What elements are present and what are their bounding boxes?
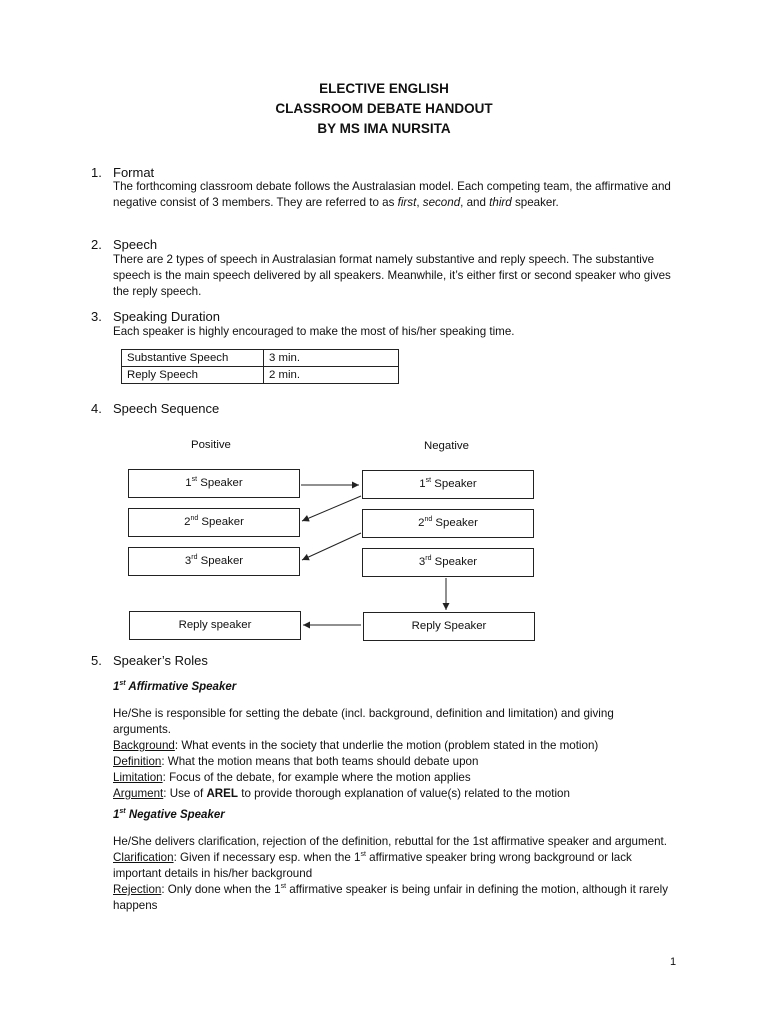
term-argument: Argument	[113, 787, 164, 800]
ordinal-suffix: st	[191, 476, 198, 484]
term-desc: : Given if necessary esp. when the 1	[173, 851, 361, 864]
term-desc: : Use of	[163, 787, 207, 800]
term-definition: Definition	[113, 755, 162, 768]
table-cell: 2 min.	[264, 367, 399, 384]
term-desc: affirmative speaker bring wrong background or lack important details in his/her background	[113, 851, 632, 880]
box-label: Speaker	[197, 555, 244, 567]
heading-text: Affirmative Speaker	[125, 681, 237, 693]
ordinal-suffix: rd	[425, 555, 432, 563]
positive-speaker-1-box	[128, 469, 300, 498]
term-background: Background	[113, 739, 175, 752]
page-number: 1	[670, 956, 677, 968]
section-number: 3.	[91, 309, 102, 324]
ordinal-suffix: st	[360, 851, 366, 859]
table-cell: Substantive Speech	[122, 350, 264, 367]
section-number: 2.	[91, 237, 102, 252]
table-cell: 3 min.	[264, 350, 399, 367]
affirmative-roles-block	[113, 706, 673, 802]
ordinal-number: 1	[113, 809, 120, 821]
box-label: Speaker	[432, 517, 478, 529]
ordinal-number: 3	[184, 555, 192, 567]
ordinal-number: 1	[113, 681, 120, 693]
title-line-2: CLASSROOM DEBATE HANDOUT	[275, 101, 493, 116]
negative-speaker-2-box	[362, 509, 534, 538]
arrow-neg1-to-pos2	[302, 496, 361, 521]
section-number: 1.	[91, 165, 102, 180]
box-label: Speaker	[198, 516, 244, 528]
ordinal-number: 1	[185, 477, 192, 489]
format-em-first: first	[397, 196, 417, 209]
heading-text: Negative Speaker	[125, 809, 225, 821]
speech-paragraph: There are 2 types of speech in Australasian format namely substantive and reply speech. The substantive speech is the main speech delivered by all speakers. Meanwhile, it’s either first or second speaker who gives the reply speech.	[113, 253, 671, 298]
format-sep: , and	[460, 196, 490, 209]
format-text-end: speaker.	[511, 196, 559, 209]
term-desc: : What events in the society that underlie the motion (problem stated in the motion)	[174, 739, 599, 752]
negative-speaker-3-box	[362, 548, 534, 577]
title-line-1: ELECTIVE ENGLISH	[319, 81, 449, 96]
positive-label: Positive	[191, 439, 231, 451]
format-text: The forthcoming classroom debate follows the Australasian model. Each competing team, the affirmative and negative consist of 3 members. They are referred to as	[113, 180, 671, 209]
arrow-neg2-to-pos3	[302, 533, 361, 560]
term-desc: : Only done when the 1	[161, 883, 281, 896]
term-desc: to provide thorough explanation of value(s) related to the motion	[238, 787, 570, 800]
negative-speaker-heading	[113, 809, 225, 821]
negative-intro: He/She delivers clarification, rejection of the definition, rebuttal for the 1st affirmative speaker and argument.	[113, 835, 668, 848]
negative-label: Negative	[424, 440, 469, 452]
ordinal-suffix: nd	[190, 515, 199, 523]
format-sep: ,	[416, 196, 423, 209]
duration-paragraph: Each speaker is highly encouraged to make the most of his/her speaking time.	[113, 325, 515, 338]
box-label: Speaker	[197, 477, 243, 489]
section-title: Speech	[113, 237, 158, 252]
section-title: Format	[113, 165, 155, 180]
section-number: 4.	[91, 401, 102, 416]
background-line	[113, 738, 673, 754]
ordinal-number: 1	[419, 478, 426, 490]
arel-bold: AREL	[206, 787, 238, 800]
ordinal-number: 3	[418, 556, 426, 568]
term-desc: : Focus of the debate, for example where the motion applies	[162, 771, 471, 784]
negative-roles-block	[113, 834, 673, 914]
box-label: Speaker	[431, 556, 478, 568]
ordinal-suffix: st	[119, 680, 126, 688]
argument-line	[113, 786, 673, 802]
ordinal-suffix: nd	[424, 516, 433, 524]
limitation-line	[113, 770, 673, 786]
term-desc: : What the motion means that both teams should debate upon	[161, 755, 479, 768]
term-limitation: Limitation	[113, 771, 163, 784]
term-rejection: Rejection	[113, 883, 162, 896]
negative-reply-box: Reply Speaker	[363, 612, 535, 641]
section-title: Speaker’s Roles	[113, 653, 208, 668]
table-cell: Reply Speech	[122, 367, 264, 384]
rejection-line	[113, 882, 673, 914]
box-label: Speaker	[431, 478, 477, 490]
ordinal-suffix: st	[425, 477, 432, 485]
positive-reply-box: Reply speaker	[129, 611, 301, 640]
affirmative-intro: He/She is responsible for setting the debate (incl. background, definition and limitation) and giving arguments.	[113, 707, 614, 736]
section-number: 5.	[91, 653, 102, 668]
title-line-3: BY MS IMA NURSITA	[317, 121, 451, 136]
definition-line	[113, 754, 673, 770]
term-desc: affirmative speaker is being unfair in defining the motion, although it rarely happens	[113, 883, 668, 912]
affirmative-speaker-heading	[113, 681, 236, 693]
clarification-line	[113, 850, 673, 882]
section-title: Speech Sequence	[113, 401, 220, 416]
format-em-second: second	[422, 196, 461, 209]
positive-speaker-2-box	[128, 508, 300, 537]
section-roles-heading	[91, 653, 208, 669]
ordinal-number: 2	[418, 517, 425, 529]
ordinal-suffix: rd	[191, 554, 198, 562]
ordinal-suffix: st	[119, 808, 126, 816]
format-em-third: third	[489, 196, 512, 209]
ordinal-number: 2	[184, 516, 191, 528]
ordinal-suffix: st	[280, 883, 287, 891]
term-clarification: Clarification	[113, 851, 174, 864]
positive-speaker-3-box	[128, 547, 300, 576]
section-title: Speaking Duration	[113, 309, 220, 324]
negative-speaker-1-box	[362, 470, 534, 499]
